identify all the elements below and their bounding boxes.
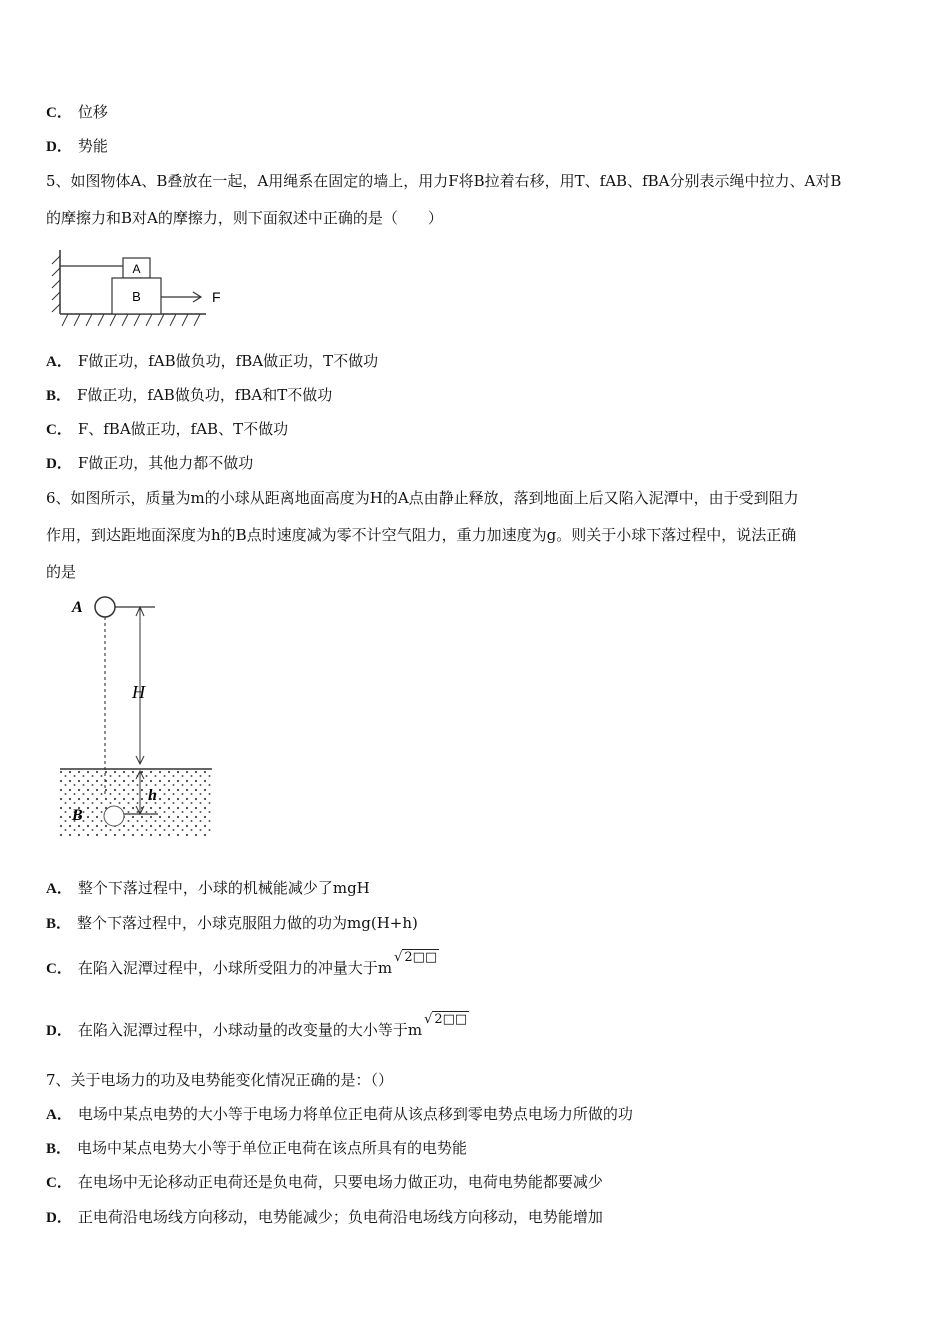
point-a-label: A [72, 599, 83, 616]
option-label: D． [46, 1023, 72, 1039]
q5-figure [40, 240, 240, 330]
q6-stem-line1: 6、如图所示，质量为m的小球从距离地面高度为H的A点由静止释放，落到地面上后又陷入泥潭中，由于受到阻力 [46, 489, 799, 507]
option-text: 在电场中无论移动正电荷还是负电荷，只要电场力做正功，电荷电势能都要减少 [77, 1173, 603, 1191]
option-label: C． [46, 1175, 72, 1191]
q4-option-d [46, 136, 108, 157]
q4-option-c [46, 102, 108, 123]
q7-option-b [46, 1138, 467, 1159]
option-label: D． [46, 139, 72, 155]
radicand: 2□□ [404, 950, 438, 965]
option-label: A． [46, 881, 72, 897]
radical-expression: √ 2□□ [394, 950, 438, 965]
q6-option-d [46, 1012, 469, 1042]
option-text: 电场中某点电势的大小等于电场力将单位正电荷从该点移到零电势点电场力所做的功 [77, 1105, 633, 1123]
ball-b [104, 806, 124, 826]
q7-option-a [46, 1104, 633, 1125]
force-label: F [212, 289, 221, 305]
option-text: F、fBA做正功，fAB、T不做功 [77, 420, 289, 438]
q5-stem-line1: 5、如图物体A、B叠放在一起，A用绳系在固定的墙上，用力F将B拉着右移，用T、fAB、fBA分别表示绳中拉力、A对B [46, 172, 842, 190]
option-text: 在陷入泥潭过程中，小球动量的改变量的大小等于m [77, 1021, 423, 1039]
q5-option-b [46, 385, 332, 406]
option-label: C． [46, 961, 72, 977]
q5-option-c [46, 419, 288, 440]
q6-figure [50, 590, 230, 845]
depth-label: h [148, 787, 157, 804]
option-text: F做正功，其他力都不做功 [77, 454, 254, 472]
option-label: B． [46, 1141, 72, 1157]
option-label: C． [46, 422, 72, 438]
point-b-label: B [72, 807, 83, 824]
option-text: 整个下落过程中，小球的机械能减少了mgH [77, 879, 370, 897]
q6-stem-line2: 作用，到达距地面深度为h的B点时速度减为零不计空气阻力，重力加速度为g。则关于小球下落过程中，说法正确 [46, 526, 797, 544]
option-text: F做正功，fAB做负功，fBA做正功，T不做功 [77, 352, 379, 370]
block-b-label: B [132, 289, 141, 304]
height-label: H [132, 682, 145, 702]
option-text: 正电荷沿电场线方向移动，电势能减少；负电荷沿电场线方向移动，电势能增加 [77, 1208, 603, 1226]
mud-region [60, 770, 212, 838]
option-text: 位移 [77, 103, 108, 121]
q7-option-c [46, 1172, 603, 1193]
option-label: A． [46, 354, 72, 370]
radical-expression: √ 2□□ [424, 1012, 468, 1027]
q5-option-a [46, 351, 378, 372]
q5-stem-line2: 的摩擦力和B对A的摩擦力，则下面叙述中正确的是（ ） [46, 209, 443, 227]
option-label: D． [46, 456, 72, 472]
option-label: A． [46, 1107, 72, 1123]
option-text: 在陷入泥潭过程中，小球所受阻力的冲量大于m [77, 959, 393, 977]
q6-option-b [46, 913, 418, 934]
q7-option-d [46, 1207, 603, 1228]
block-a-label: A [132, 262, 141, 276]
radicand: 2□□ [434, 1012, 468, 1027]
q5-option-d [46, 453, 253, 474]
q6-option-a [46, 878, 370, 899]
option-text: 电场中某点电势大小等于单位正电荷在该点所具有的电势能 [77, 1139, 468, 1157]
ball-a [95, 597, 115, 617]
option-text: 整个下落过程中，小球克服阻力做的功为mg(H+h) [77, 914, 418, 932]
option-label: B． [46, 388, 72, 404]
option-label: C． [46, 105, 72, 121]
q6-stem-line3: 的是 [46, 563, 77, 581]
q6-option-c [46, 950, 439, 980]
option-label: D． [46, 1210, 72, 1226]
option-label: B． [46, 916, 72, 932]
option-text: F做正功，fAB做负功，fBA和T不做功 [77, 386, 333, 404]
q7-stem: 7、关于电场力的功及电势能变化情况正确的是：（） [46, 1071, 394, 1089]
option-text: 势能 [77, 137, 108, 155]
